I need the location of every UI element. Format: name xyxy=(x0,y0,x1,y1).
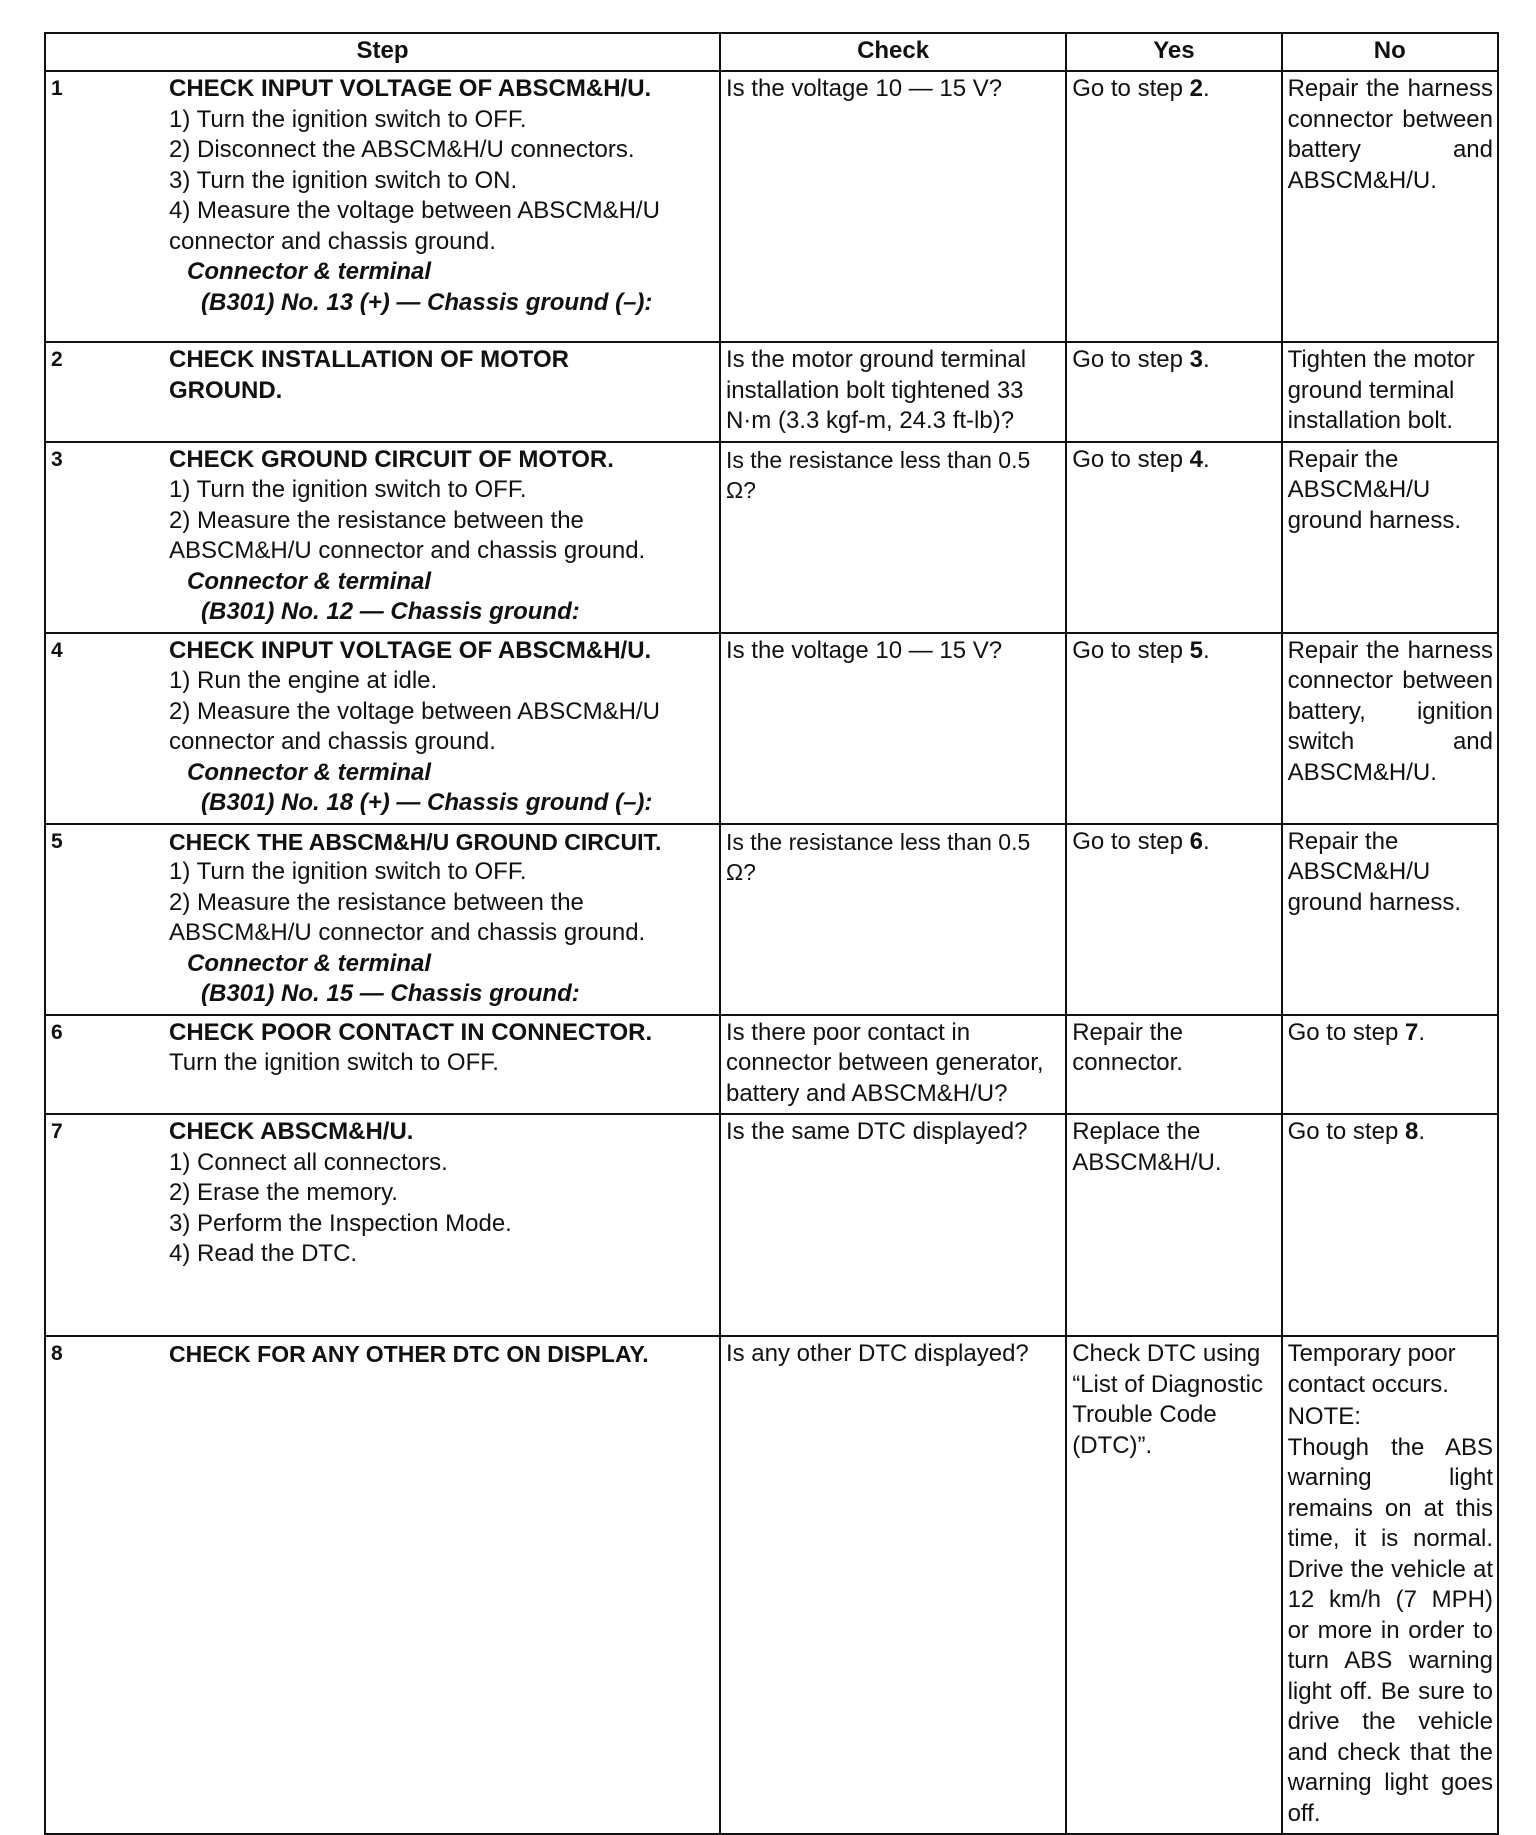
note-label: NOTE: xyxy=(1287,1403,1361,1430)
check-cell: Is the motor ground terminal installation bolt tightened 33 N·m (3.3 kgf-m, 24.3 ft-lb)? xyxy=(720,342,1066,442)
step-number: 8 xyxy=(51,1342,63,1365)
yes-cell xyxy=(1066,71,1281,342)
no-suffix: . xyxy=(1418,1018,1425,1046)
connector-label: Connector & terminal xyxy=(187,758,432,786)
step-number: 7 xyxy=(51,1120,63,1143)
table-row xyxy=(45,1015,1498,1115)
connector-terminal: (B301) No. 18 (+) — Chassis ground (–): xyxy=(201,789,653,816)
no-cell: Repair the ABSCM&H/U ground harness. xyxy=(1282,442,1498,633)
step-title: CHECK INSTALLATION OF MOTOR GROUND. xyxy=(169,346,569,404)
step-title: CHECK THE ABSCM&H/U GROUND CIRCUIT. xyxy=(169,828,662,855)
step-instruction: 4) Measure the voltage between ABSCM&H/U connector and chassis ground. xyxy=(169,197,660,255)
connector-label: Connector & terminal xyxy=(187,567,432,595)
header-step: Step xyxy=(45,33,720,71)
note-text: Though the ABS warning light remains on at this time, it is normal. Drive the vehicle at 12 km/h (7 MPH) or more in order to turn ABS warning light off. Be sure to drive the vehicle and check that the warning light goes off. xyxy=(1287,1433,1493,1827)
step-number: 1 xyxy=(51,77,63,100)
header-no: No xyxy=(1282,33,1498,71)
connector-label: Connector & terminal xyxy=(187,258,432,285)
header-row xyxy=(45,33,1498,71)
connector-terminal: (B301) No. 15 — Chassis ground: xyxy=(201,980,580,1007)
check-cell: Is the resistance less than 0.5 Ω? xyxy=(720,442,1066,633)
connector-terminal: (B301) No. 12 — Chassis ground: xyxy=(201,598,580,625)
yes-cell: Check DTC using “List of Diagnostic Trouble Code (DTC)”. xyxy=(1066,1336,1281,1834)
connector-terminal: (B301) No. 13 (+) — Chassis ground (–): xyxy=(201,288,653,316)
table-row xyxy=(45,633,1498,824)
no-cell: Tighten the motor ground terminal installation bolt. xyxy=(1282,342,1498,442)
step-instruction: 2) Disconnect the ABSCM&H/U connectors. xyxy=(169,136,635,163)
header-yes: Yes xyxy=(1066,33,1281,71)
step-title: CHECK ABSCM&H/U. xyxy=(169,1118,414,1145)
header-check: Check xyxy=(720,33,1066,71)
yes-cell xyxy=(1066,342,1281,442)
step-number: 5 xyxy=(51,829,63,853)
no-prefix: Go to step xyxy=(1287,1118,1405,1145)
step-instruction: 1) Turn the ignition switch to OFF. xyxy=(169,476,527,503)
no-cell xyxy=(1282,1336,1498,1834)
step-cell xyxy=(45,1336,720,1834)
yes-suffix: . xyxy=(1202,445,1210,473)
step-title: CHECK POOR CONTACT IN CONNECTOR. xyxy=(169,1018,653,1046)
step-number: 6 xyxy=(51,1020,63,1044)
step-title: CHECK INPUT VOLTAGE OF ABSCM&H/U. xyxy=(169,75,652,102)
check-cell: Is the voltage 10 — 15 V? xyxy=(720,633,1066,824)
step-instruction: 2) Measure the resistance between the ABSCM&H/U connector and chassis ground. xyxy=(169,506,646,564)
no-step-link: 7 xyxy=(1404,1018,1419,1046)
step-instruction: 1) Run the engine at idle. xyxy=(169,667,438,694)
step-instruction: Turn the ignition switch to OFF. xyxy=(169,1049,499,1076)
step-instruction: 4) Read the DTC. xyxy=(169,1240,358,1267)
no-cell: Repair the harness connector between battery and ABSCM&H/U. xyxy=(1282,71,1498,342)
yes-suffix: . xyxy=(1202,827,1210,855)
step-instruction: 1) Turn the ignition switch to OFF. xyxy=(169,105,527,133)
yes-suffix: . xyxy=(1202,346,1210,373)
table-row xyxy=(45,442,1498,633)
no-prefix: Go to step xyxy=(1287,1018,1405,1046)
table-row xyxy=(45,1114,1498,1336)
connector-label: Connector & terminal xyxy=(187,949,432,977)
step-cell xyxy=(45,633,720,824)
no-cell xyxy=(1282,1114,1498,1336)
check-cell: Is the resistance less than 0.5 Ω? xyxy=(720,824,1066,1015)
table-row xyxy=(45,824,1498,1015)
yes-suffix: . xyxy=(1202,636,1210,664)
step-instruction: 1) Turn the ignition switch to OFF. xyxy=(169,858,527,885)
yes-cell: Repair the connector. xyxy=(1066,1015,1281,1115)
step-cell xyxy=(45,442,720,633)
check-cell: Is the same DTC displayed? xyxy=(720,1114,1066,1336)
table-row xyxy=(45,1336,1498,1834)
yes-step-link: 5 xyxy=(1189,636,1203,664)
check-cell: Is there poor contact in connector between generator, battery and ABSCM&H/U? xyxy=(720,1015,1066,1115)
step-number: 4 xyxy=(51,638,63,662)
step-number: 3 xyxy=(51,447,63,471)
yes-prefix: Go to step xyxy=(1072,827,1190,855)
diagnostic-table xyxy=(44,32,1499,1835)
no-step-link: 8 xyxy=(1404,1118,1419,1145)
step-cell xyxy=(45,824,720,1015)
no-cell xyxy=(1282,1015,1498,1115)
yes-suffix: . xyxy=(1202,75,1210,102)
step-cell xyxy=(45,1015,720,1115)
no-cell: Repair the ABSCM&H/U ground harness. xyxy=(1282,824,1498,1015)
yes-cell xyxy=(1066,633,1281,824)
check-cell: Is the voltage 10 — 15 V? xyxy=(720,71,1066,342)
step-instruction: 1) Connect all connectors. xyxy=(169,1148,448,1176)
yes-prefix: Go to step xyxy=(1072,636,1190,664)
yes-cell xyxy=(1066,442,1281,633)
yes-step-link: 2 xyxy=(1189,75,1203,102)
step-instruction: 3) Turn the ignition switch to ON. xyxy=(169,166,518,194)
yes-prefix: Go to step xyxy=(1072,445,1190,473)
step-instruction: 2) Measure the resistance between the ABSCM&H/U connector and chassis ground. xyxy=(169,888,646,946)
no-intro: Temporary poor contact occurs. xyxy=(1287,1340,1456,1398)
step-title: CHECK INPUT VOLTAGE OF ABSCM&H/U. xyxy=(169,636,652,664)
check-cell: Is any other DTC displayed? xyxy=(720,1336,1066,1834)
step-number: 2 xyxy=(51,348,63,371)
step-instruction: 2) Erase the memory. xyxy=(169,1179,398,1206)
yes-step-link: 4 xyxy=(1189,445,1203,473)
no-suffix: . xyxy=(1418,1118,1425,1145)
step-cell xyxy=(45,342,720,442)
yes-prefix: Go to step xyxy=(1072,346,1190,373)
step-cell xyxy=(45,71,720,342)
yes-cell xyxy=(1066,824,1281,1015)
step-cell xyxy=(45,1114,720,1336)
yes-step-link: 6 xyxy=(1189,827,1203,855)
step-title: CHECK FOR ANY OTHER DTC ON DISPLAY. xyxy=(169,1341,649,1367)
table-row xyxy=(45,71,1498,342)
step-instruction: 3) Perform the Inspection Mode. xyxy=(169,1209,512,1237)
yes-cell: Replace the ABSCM&H/U. xyxy=(1066,1114,1281,1336)
no-cell: Repair the harness connector between battery, ignition switch and ABSCM&H/U. xyxy=(1282,633,1498,824)
step-title: CHECK GROUND CIRCUIT OF MOTOR. xyxy=(169,445,614,473)
step-instruction: 2) Measure the voltage between ABSCM&H/U connector and chassis ground. xyxy=(169,697,660,755)
table-row xyxy=(45,342,1498,442)
yes-prefix: Go to step xyxy=(1072,75,1190,102)
yes-step-link: 3 xyxy=(1189,346,1203,373)
